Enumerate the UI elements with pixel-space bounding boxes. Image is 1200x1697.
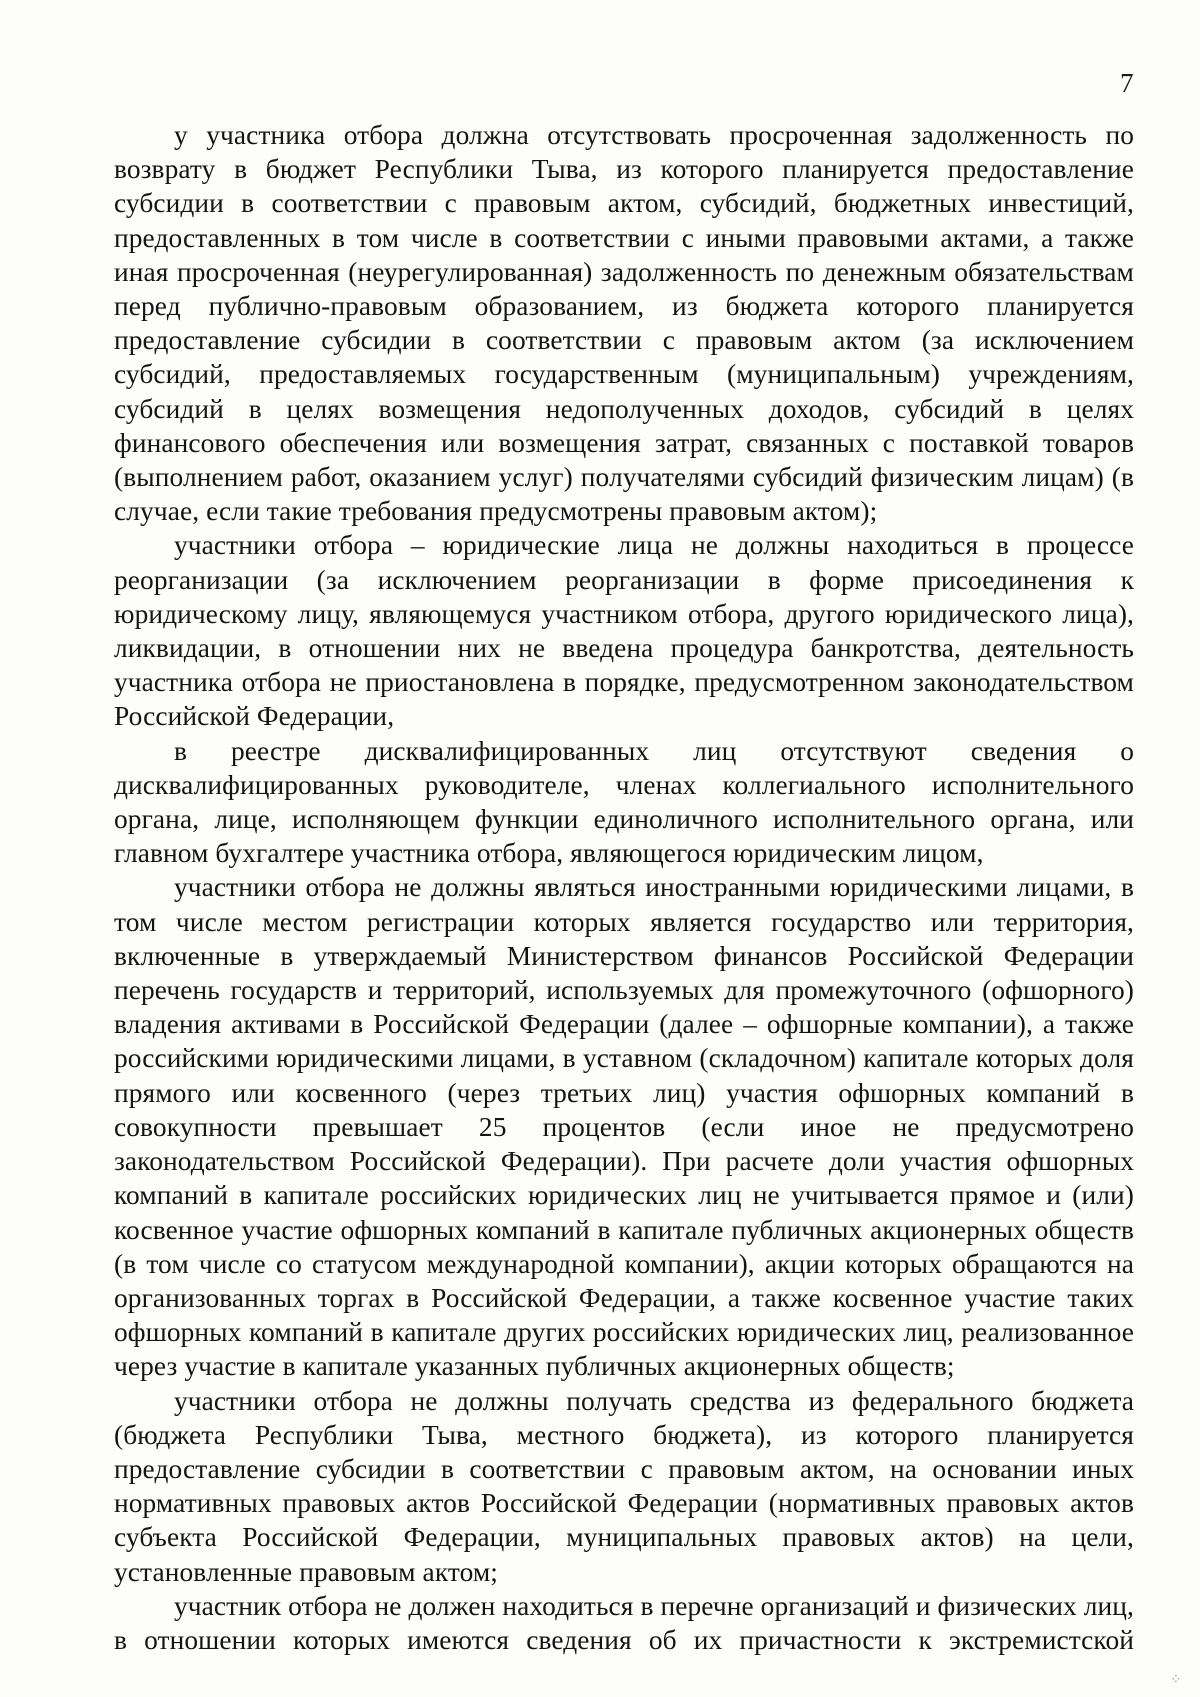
scan-artifact: ⁘ (1170, 1672, 1182, 1688)
paragraph-overdue-debt: у участника отбора должна отсутствовать просроченная задолженность по возврату в бюджет Республики Тыва, из которого планируется предоставление субсидии в соответствии с правовым актом, субсидий, бюджетных инвестиций, предоставленных в том числе в соответствии с иными правовыми актами, а также иная просроченная (неурегулированная) задолженность по денежным обязательствам перед публично-правовым образованием, из бюджета которого планируется предоставление субсидии в соответствии с правовым актом (за исключением субсидий, предоставляемых государственным (муниципальным) учреждениям, субсидий в целях возмещения недополученных доходов, субсидий в целях финансового обеспечения или возмещения затрат, связанных с поставкой товаров (выполнением работ, оказанием услуг) получателями субсидий физическим лицам) (в случае, если такие требования предусмотрены правовым актом); (114, 120, 1134, 527)
document-body (114, 118, 1134, 1657)
paragraph-reorganization: участники отбора – юридические лица не должны находиться в процессе реорганизации (за исключением реорганизации в форме присоединения к юридическому лицу, являющемуся участником отбора, другого юридического лица), ликвидации, в отношении них не введена процедура банкротства, деятельность участника отбора не приостановлена в порядке, предусмотренном законодательством Российской Федерации, (114, 530, 1134, 732)
page-number: 7 (1120, 68, 1134, 98)
paragraph-extremism-list: участник отбора не должен находиться в перечне организаций и физических лиц, в отношении которых имеются сведения об их причастности к экстремистской (114, 1590, 1134, 1655)
paragraph-budget-funds: участники отбора не должны получать средства из федерального бюджета (бюджета Республики Тыва, местного бюджета), из которого планируется предоставление субсидии в соответствии с правовым актом, на основании иных нормативных правовых актов Российской Федерации (нормативных правовых актов субъекта Российской Федерации, муниципальных правовых актов) на цели, установленные правовым актом; (114, 1385, 1134, 1587)
paragraph-disqualified-persons: в реестре дисквалифицированных лиц отсутствуют сведения о дисквалифицированных руководителе, членах коллегиального исполнительного органа, лице, исполняющем функции единоличного исполнительного органа, или главном бухгалтере участника отбора, являющегося юридическим лицом, (114, 735, 1134, 869)
paragraph-offshore-companies: участники отбора не должны являться иностранными юридическими лицами, в том числе местом регистрации которых является государство или территория, включенные в утверждаемый Министерством финансов Российской Федерации перечень государств и территорий, используемых для промежуточного (офшорного) владения активами в Российской Федерации (далее – офшорные компании), а также российскими юридическими лицами, в уставном (складочном) капитале которых доля прямого или косвенного (через третьих лиц) участия офшорных компаний в совокупности превышает 25 процентов (если иное не предусмотрено законодательством Российской Федерации). При расчете доли участия офшорных компаний в капитале российских юридических лиц не учитывается прямое и (или) косвенное участие офшорных компаний в капитале публичных акционерных обществ (в том числе со статусом международной компании), акции которых обращаются на организованных торгах в Российской Федерации, а также косвенное участие таких офшорных компаний в капитале других российских юридических лиц, реализованное через участие в капитале указанных публичных акционерных обществ; (114, 872, 1134, 1382)
